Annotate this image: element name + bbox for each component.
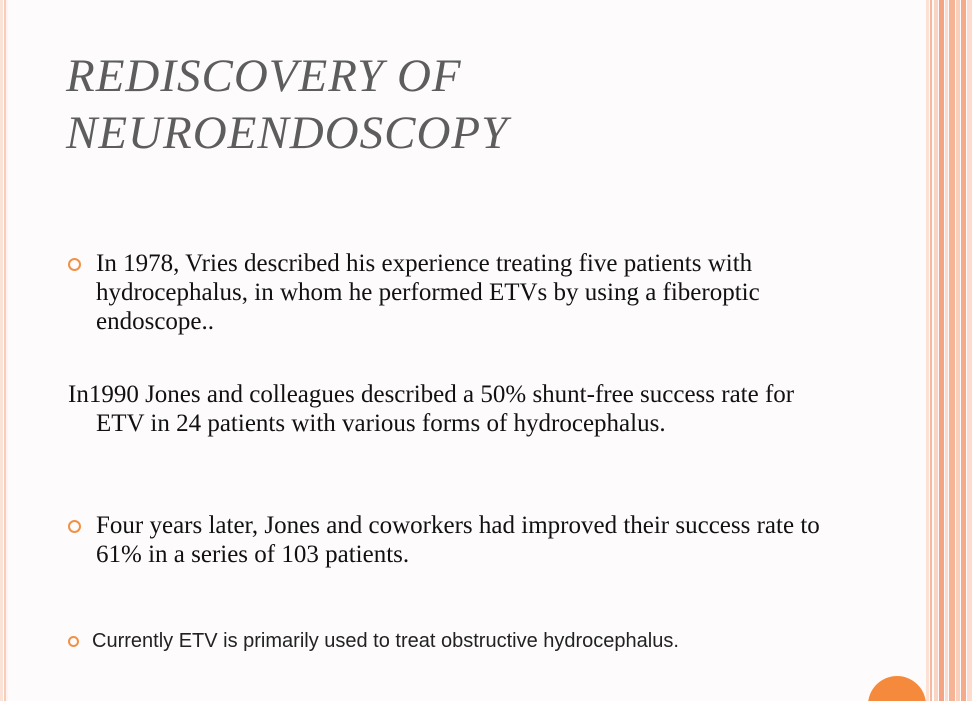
bullet-paragraph-4 bbox=[68, 628, 768, 654]
slide-title-line-2: NEUROENDOSCOPY bbox=[66, 107, 509, 159]
right-stripe-decoration bbox=[926, 0, 972, 701]
slide-title-line-1: REDISCOVERY OF bbox=[66, 50, 462, 102]
paragraph-text: Four years later, Jones and coworkers had improved their success rate to 61% in a series of 103 patients. bbox=[96, 512, 820, 568]
bullet-circle-icon bbox=[68, 258, 81, 271]
paragraph-text: In 1978, Vries described his experience treating five patients with hydrocephalus, in whom he performed ETVs by using a fiberoptic endoscope.. bbox=[96, 250, 760, 335]
bullet-paragraph-3 bbox=[68, 511, 848, 569]
slide-title bbox=[66, 48, 886, 162]
bullet-circle-icon bbox=[68, 636, 79, 647]
left-edge-decoration bbox=[0, 0, 8, 701]
paragraph-text: In1990 Jones and colleagues described a 50% shunt-free success rate for ETV in 24 patients with various forms of hydrocephalus. bbox=[68, 381, 795, 437]
bullet-circle-icon bbox=[68, 520, 81, 533]
paragraph-2 bbox=[68, 380, 848, 438]
paragraph-text: Currently ETV is primarily used to treat obstructive hydrocephalus. bbox=[92, 630, 679, 652]
orange-circle-decoration bbox=[868, 676, 926, 701]
bullet-paragraph-1 bbox=[68, 249, 848, 336]
